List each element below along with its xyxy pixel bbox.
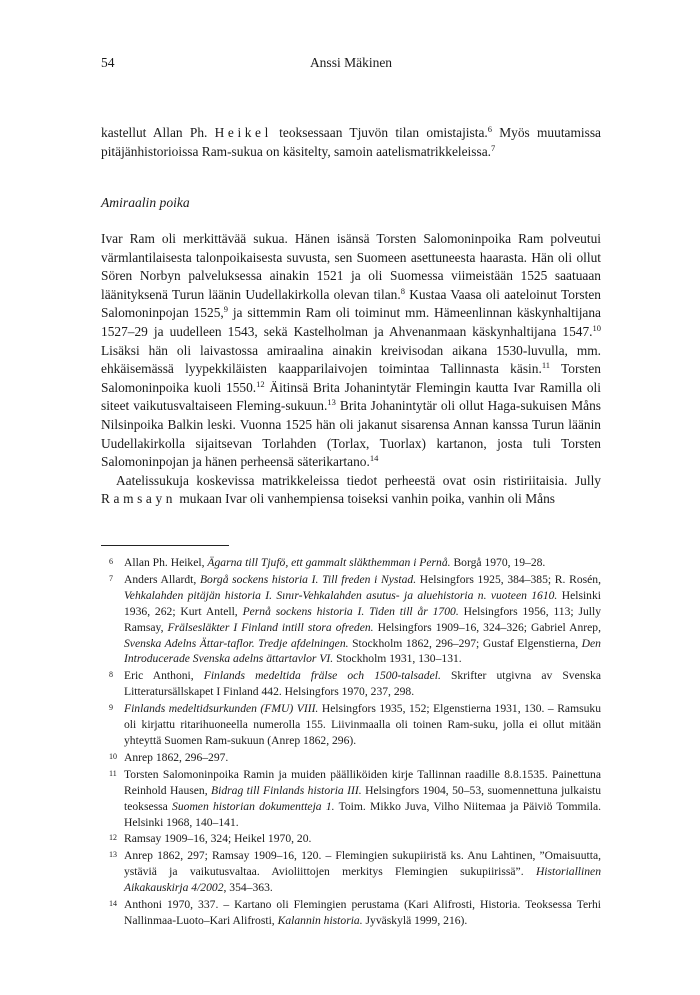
cited-title: Historiallinen Aikakauskirja 4/2002 bbox=[124, 865, 601, 895]
cited-title: Frälsesläkter I Finland intill stora ofreden. bbox=[167, 620, 374, 634]
text-run: Stockholm 1862, 296–297; Gustaf Elgenstierna, bbox=[348, 636, 582, 650]
cited-title: Borgå sockens historia I. Till freden i Nystad. bbox=[199, 572, 417, 586]
text-run: Anders Allardt, bbox=[124, 572, 200, 586]
text-run: Helsingfors 1909–16, 324–326; Gabriel Anrep, bbox=[373, 620, 601, 634]
footnote bbox=[101, 767, 601, 831]
text-run: kastellut Allan Ph. bbox=[101, 125, 215, 140]
footnote-number: 11 bbox=[109, 768, 117, 778]
footnote bbox=[101, 750, 601, 766]
text-run: Helsinki 1936, 262; Kurt Antell, bbox=[124, 588, 601, 618]
paragraph bbox=[101, 230, 601, 472]
cited-title: Svenska Adelns Ättar-taflor. Tredje afdelningen. bbox=[124, 636, 349, 650]
page-header bbox=[101, 55, 601, 73]
text-run: Stockholm 1931, 130–131. bbox=[333, 652, 462, 666]
text-run: Ivar Ram oli merkittävää sukua. Hänen isänsä Torsten Salomoninpoika Ram polveutui värmlantilaisesta talonpoikaisesta suvusta, sen Suomeen asettuneesta haarasta. Hän oli ollut Sören Norbyn palveluksessa ainakin 1521 ja oli Suomessa viimeistään 1525 saatuaan läänityksenä Turun läänin Uudellakirkolla olevan tilan. bbox=[101, 231, 601, 302]
author-name-spaced: Heikel bbox=[214, 125, 272, 140]
text-run: Toim. Mikko Juva, Vilho Niitemaa ja Päiviö Tommila. Helsinki 1968, 140–141. bbox=[124, 799, 601, 829]
footnote bbox=[101, 572, 601, 667]
footnote bbox=[101, 848, 601, 896]
intro-paragraph bbox=[101, 124, 601, 161]
footnote-ref[interactable]: 12 bbox=[256, 378, 265, 389]
text-run: Helsingfors 1956, 113; Jully Ramsay, bbox=[124, 604, 602, 634]
footnote-number: 8 bbox=[109, 670, 113, 680]
footnote-ref[interactable]: 8 bbox=[400, 285, 405, 296]
cited-title: Bidrag till Finlands historia III. bbox=[211, 783, 362, 797]
footnote-number: 7 bbox=[109, 573, 113, 583]
footnote-text bbox=[124, 849, 601, 894]
text-run: , 354–363. bbox=[223, 881, 273, 895]
footnote-text bbox=[124, 832, 311, 845]
text-run: Myös muutamissa pitäjänhistorioissa Ram-sukua on käsitelty, samoin aatelismatrikkeleissa. bbox=[101, 125, 601, 159]
running-head: Anssi Mäkinen bbox=[309, 55, 393, 70]
footnote-ref[interactable]: 9 bbox=[223, 304, 228, 315]
footnote-ref[interactable]: 11 bbox=[541, 360, 550, 371]
footnote-ref[interactable]: 6 bbox=[487, 124, 492, 134]
footnote-text bbox=[124, 573, 601, 666]
footnote-number: 9 bbox=[109, 703, 113, 713]
cited-title: Kalannin historia. bbox=[277, 913, 363, 927]
text-run: Torsten Salomoninpoika kuoli 1550. bbox=[101, 361, 602, 395]
cited-title: Finlands medeltida frälse och 1500-talsadel. bbox=[203, 669, 441, 683]
footnote bbox=[101, 831, 601, 847]
author-name-spaced: Ramsayn bbox=[101, 491, 177, 507]
text-run: Torsten Salomoninpoika Ramin ja muiden päälliköiden kirje Tallinnan raadille 8.8.1535. Painettuna Reinhold Hausen, bbox=[124, 767, 601, 797]
footnote bbox=[101, 668, 601, 700]
cited-title: Finlands medeltidsurkunden (FMU) VIII. bbox=[124, 702, 319, 716]
text-run: Allan Ph. Heikel, bbox=[124, 556, 208, 569]
footnote-number: 13 bbox=[109, 850, 117, 860]
text-run: teoksessaan Tjuvön tilan omistajista. bbox=[271, 125, 488, 140]
main-text bbox=[101, 230, 601, 509]
cited-title: Suomen historian dokumentteja 1. bbox=[172, 799, 335, 813]
cited-title: Ägarna till Tjufö, ett gammalt släkthemman i Pernå. bbox=[207, 556, 451, 569]
footnote-number: 12 bbox=[109, 833, 117, 843]
text-run: ja sittemmin Ram oli toiminut mm. Hämeenlinnan käskynhaltijana 1527–29 ja uudelleen 1543, sekä Kastelholman ja Ahvenanmaan käskynhaltijana 1547. bbox=[101, 305, 601, 339]
text-run: Ramsay 1909–16, 324; Heikel 1970, 20. bbox=[124, 832, 312, 846]
text-run: Aatelissukuja koskevissa matrikkeleissa tiedot perheestä ovat osin ristiriitaisia. Jully bbox=[116, 472, 601, 488]
text-run: Anrep 1862, 296–297. bbox=[124, 750, 229, 764]
footnotes bbox=[101, 555, 601, 930]
footnote-text bbox=[124, 702, 601, 747]
text-run: mukaan Ivar oli vanhempiensa toiseksi vanhin poika, vanhin oli Måns bbox=[176, 491, 555, 507]
footnote-ref[interactable]: 7 bbox=[490, 142, 496, 153]
text-run: Helsingfors 1925, 384–385; R. Rosén, bbox=[416, 572, 601, 586]
text-run: Skrifter utgivna av Svenska Litteratursällskapet I Finland 442. Helsingfors 1970, 237, 298. bbox=[124, 669, 601, 699]
text-run: Helsingfors 1904, 50–53, suomennettuna julkaistu teoksessa bbox=[124, 783, 602, 813]
text-run: Anthoni 1970, 337. – Kartano oli Flemingien perustama (Kari Alifrosti, Historia. Teoksessa Terhi Nallinmaa-Luoto–Kari Alifrosti, bbox=[124, 898, 601, 927]
text-run: Eric Anthoni, bbox=[124, 669, 204, 683]
footnote bbox=[101, 897, 601, 929]
footnote-ref[interactable]: 14 bbox=[369, 453, 379, 464]
footnote-text bbox=[124, 751, 228, 764]
footnote bbox=[101, 701, 601, 749]
text-run: Lisäksi hän oli laivastossa amiraalina ainakin kreivisodan aikana 1530-luvulla, mm. ehkäisemässä lyypekkiläisten kaapparilaivojen toimintaa Tallinnasta käsin. bbox=[101, 342, 601, 377]
footnote bbox=[101, 555, 601, 571]
footnote-number: 10 bbox=[109, 751, 117, 761]
footnote-ref[interactable]: 13 bbox=[327, 397, 336, 408]
cited-title: Pernå sockens historia I. Tiden till år 1700. bbox=[242, 604, 459, 618]
footnote-number: 6 bbox=[109, 557, 113, 566]
paragraph bbox=[101, 472, 601, 509]
section-heading: Amiraalin poika bbox=[101, 195, 190, 210]
text-run: Brita Johanintytär oli ollut Haga-sukuisen Måns Nilsinpoika Balkin leski. Vuonna 1525 hän oli jakanut sisarensa Annan kanssa Turun läänin Uudellakirkolla sijaitsevan Torlahden (Torlax, Tuorlax) kartanon, josta tuli Torsten Salomoninpojan ja hänen perheensä säterikartano. bbox=[101, 398, 602, 470]
page-number: 54 bbox=[101, 55, 115, 70]
footnote-text bbox=[124, 669, 601, 698]
footnote-ref[interactable]: 10 bbox=[592, 322, 601, 333]
footnote-text bbox=[124, 768, 601, 829]
cited-title: Vehkalahden pitäjän historia I. Sınır-Vehkalahden asutus- ja aluehistoria n. vuoteen 1610. bbox=[124, 588, 558, 602]
footnote-number: 14 bbox=[109, 899, 117, 909]
footnote-text bbox=[124, 898, 601, 927]
text-run: Kustaa Vaasa oli aateloinut Torsten Salomoninpojan 1525, bbox=[101, 286, 601, 321]
footnote-divider bbox=[101, 545, 229, 546]
text-run: Borgå 1970, 19–28. bbox=[450, 556, 546, 569]
footnote-text bbox=[124, 556, 545, 569]
text-run: Äitinsä Brita Johanintytär Flemingin kautta Ivar Ramilla oli siteet vaikutusvaltaiseen Fleming-sukuun. bbox=[101, 379, 601, 414]
cited-title: Den Introducerade Svenska adelns ättartavlor VI. bbox=[124, 636, 601, 666]
text-run: Jyväskylä 1999, 216). bbox=[362, 913, 468, 927]
text-run: Helsingfors 1935, 152; Elgenstierna 1931, 130. – Ramsuku oli kirjattu ritarihuoneella numerolla 155. Liivinmaalla oli toinen Ram-suku, jolla ei ollut mitään yhteyttä Suomen Ram-sukuun (Anrep 1862, 296). bbox=[124, 702, 601, 747]
text-run: Anrep 1862, 297; Ramsay 1909–16, 120. – Flemingien sukupiiristä ks. Anu Lahtinen, ”Omaisuutta, ystäviä ja vaikutusvaltaa. Avioliittojen merkitys Flemingien sukupiirissä”. bbox=[124, 849, 601, 879]
